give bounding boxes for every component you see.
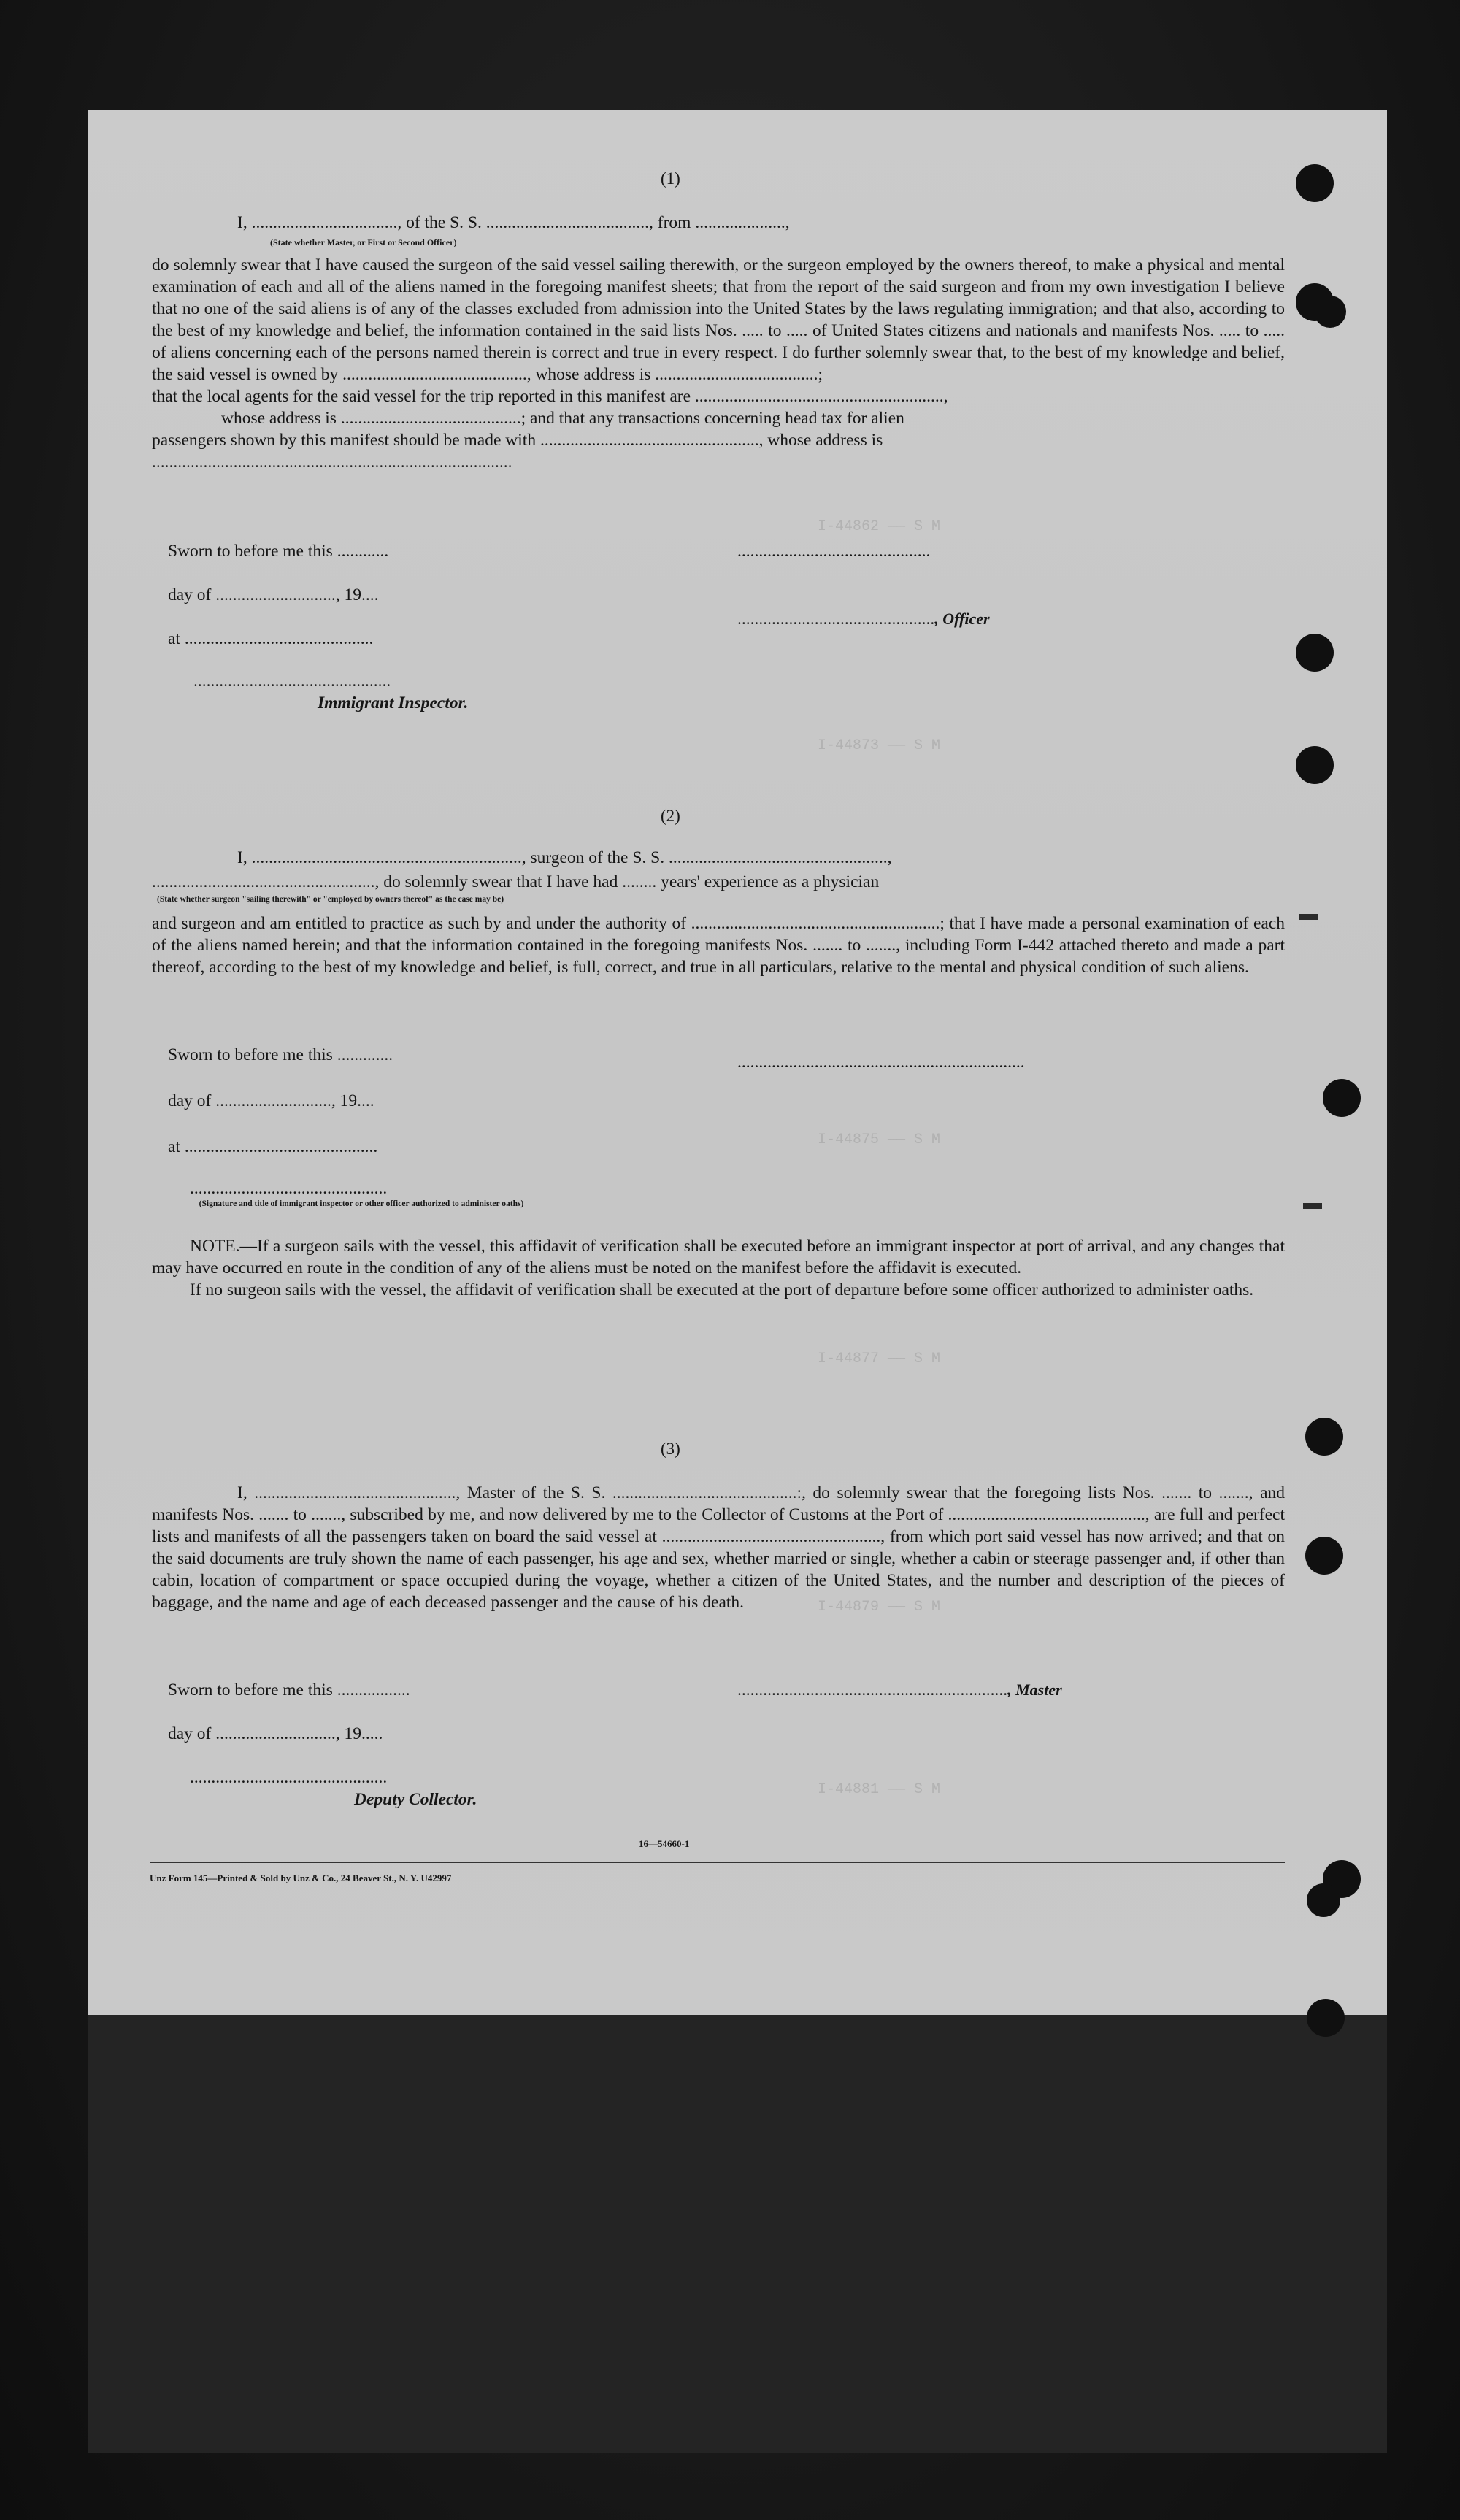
note-block — [152, 1235, 1285, 1301]
footer-rule — [150, 1862, 1285, 1863]
address-line: whose address is ..........................................; and that any transactions concerning head tax for alien — [221, 409, 904, 428]
scanner-frame — [88, 2015, 1387, 2453]
sworn-line: Sworn to before me this ............. — [168, 1045, 393, 1064]
surgeon-signature-dots: ................................................................... — [737, 1053, 1025, 1072]
note-paragraph: NOTE.—If a surgeon sails with the vessel, this affidavit of verification shall be executed before an immigrant inspector at port of arrival, and any changes that may have occurred en route in the condition of any of the aliens must be noted on the manifest before the affidavit is executed. — [152, 1237, 1285, 1278]
master-line: ..............................................................., Master — [737, 1680, 1062, 1699]
punch-hole — [1296, 634, 1334, 672]
section2-body — [152, 913, 1285, 978]
at-line: at ............................................. — [168, 1137, 378, 1156]
bleed-through: I-44875 —— S M — [818, 1132, 941, 1148]
punch-tick — [1303, 1203, 1322, 1209]
experience-line: ...................................................., do solemnly swear that I have had ........ years' experience as a physician — [152, 872, 880, 891]
sworn-line: Sworn to before me this ............ — [168, 542, 389, 561]
sworn-line: Sworn to before me this ................. — [168, 1680, 410, 1699]
note-paragraph-2: If no surgeon sails with the vessel, the affidavit of verification shall be executed at the port of departure before some officer authorized to administer oaths. — [190, 1280, 1254, 1299]
bleed-through: I-44862 —— S M — [818, 518, 941, 535]
punch-tick — [1299, 914, 1318, 920]
agents-line: that the local agents for the said vessel for the trip reported in this manifest are .........................................................., — [152, 387, 948, 406]
day-line: day of ............................, 19.... — [168, 585, 379, 604]
master-paragraph: I, ..............................................., Master of the S. S. ...........................................:, do solemnly swear that the foregoing lists Nos. ....... to ......., and manifests Nos. ....... to ......., subscribed by me, and now delivered by me to the Collector of Customs at the Port of .............................................., are full and perfect lists and manifests of all the passengers taken on board the said vessel at ..................................................., from which port said vessel has now arrived; and that on the said documents are truly shown the name of each passenger, his age and sex, whether married or single, whether a cabin or steerage passenger and, if other than cabin, location of compartment or space occupied during the voyage, whether a citizen of the United States, and the number and description of the pieces of baggage, and the name and age of each deceased passenger and the cause of his death. — [152, 1483, 1285, 1612]
punch-hole — [1296, 164, 1334, 202]
printer-footer: Unz Form 145—Printed & Sold by Unz & Co., 24 Beaver St., N. Y. U42997 — [150, 1872, 452, 1883]
surgeon-line: I, ..............................................................., surgeon of the S. S. ..................................................., — [237, 848, 892, 867]
master-label: , Master — [1007, 1680, 1062, 1699]
punch-hole — [1296, 746, 1334, 784]
officer-signature-dots: ............................................. — [737, 542, 931, 561]
punch-hole — [1323, 1079, 1361, 1117]
oath-paragraph: do solemnly swear that I have caused the surgeon of the said vessel sailing therewith, or the surgeon employed by the owners thereof, to make a physical and mental examination of each and all of the aliens named in the foregoing manifest sheets; that from the report of the said surgeon and from my own investigation I believe that no one of the said aliens is of any of the classes excluded from admission into the United States by the laws regulating immigration; and that also, according to the best of my knowledge and belief, the information contained in the said lists Nos. ..... to ..... of United States citizens and nationals and manifests Nos. ..... to ..... of aliens concerning each of the persons named therein is correct and true in every respect. I do further solemnly swear that, to the best of my knowledge and belief, the said vessel is owned by ..........................................., whose address is ......................................; — [152, 256, 1285, 384]
surgeon-paragraph: and surgeon and am entitled to practice as such by and under the authority of ..........................................................; that I have made a personal examination of each of the aliens named herein; and that the information contained in the foregoing manifests Nos. ....... to ......., including Form I-442 attached thereto and made a part thereof, according to the best of my knowledge and belief, is full, correct, and true in all particulars, relative to the mental and physical condition of such aliens. — [152, 914, 1285, 977]
section1-body — [152, 254, 1285, 473]
punch-hole — [1307, 1999, 1345, 2037]
punch-hole — [1314, 296, 1346, 328]
bleed-through: I-44881 —— S M — [818, 1781, 941, 1798]
head-tax-line: passengers shown by this manifest should be made with ..................................................., whose address is — [152, 431, 883, 450]
immigrant-inspector-label: Immigrant Inspector. — [318, 694, 469, 712]
day-line: day of ............................, 19..... — [168, 1724, 383, 1743]
punch-hole — [1305, 1537, 1343, 1575]
form-number: 16—54660-1 — [639, 1838, 690, 1849]
at-line: at ............................................ — [168, 629, 374, 648]
section-number: (1) — [661, 169, 680, 188]
deputy-collector-label: Deputy Collector. — [354, 1790, 477, 1809]
punch-hole — [1307, 1883, 1340, 1917]
caption-surgeon: (State whether surgeon "sailing therewith" or "employed by owners thereof" as the case may be) — [157, 895, 504, 904]
bleed-through: I-44879 —— S M — [818, 1599, 941, 1616]
signature-caption: (Signature and title of immigrant inspector or other officer authorized to administer oaths) — [199, 1199, 524, 1208]
punch-hole — [1305, 1418, 1343, 1456]
manifest-page — [88, 110, 1387, 2015]
officer-label: , Officer — [934, 610, 990, 628]
bleed-through: I-44877 —— S M — [818, 1351, 941, 1367]
section3-body — [152, 1482, 1285, 1613]
bleed-through: I-44873 —— S M — [818, 737, 941, 754]
day-line: day of ..........................., 19.... — [168, 1091, 374, 1110]
caption-master: (State whether Master, or First or Second Officer) — [270, 237, 457, 247]
oath-line-master: I, .................................., of the S. S. ......................................, from ....................., — [237, 213, 790, 232]
collector-signature-line: .............................................. — [190, 1768, 388, 1787]
officer-line: .............................................., Officer — [737, 610, 990, 629]
section-number: (3) — [661, 1440, 680, 1458]
inspector-signature-line: .............................................. — [193, 672, 391, 691]
section-number: (2) — [661, 807, 680, 825]
address-dots: .................................................................................... — [152, 453, 512, 472]
inspector-signature-line: .............................................. — [190, 1179, 388, 1198]
